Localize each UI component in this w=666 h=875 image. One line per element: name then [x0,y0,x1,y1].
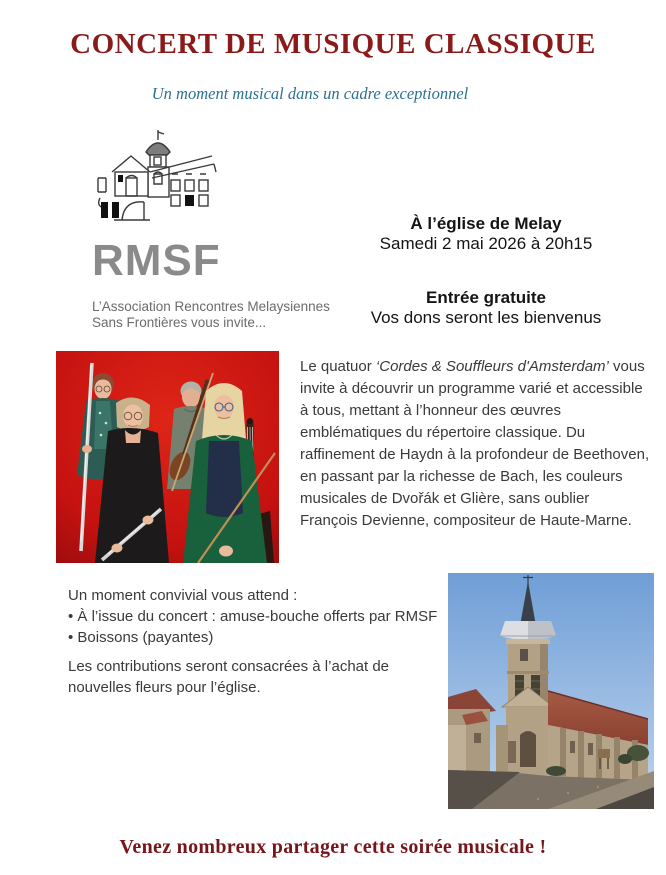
quartet-photo [56,351,279,563]
event-admission: Entrée gratuite [426,288,546,307]
rmsf-logo-text: RMSF [92,236,221,285]
association-caption [92,299,332,330]
church-photo [448,573,654,809]
association-caption-line2: Sans Frontières vous invite... [92,314,267,330]
contributions-note: Les contributions seront consacrées à l’achat de nouvelles fleurs pour l’église. [68,658,390,696]
rmsf-village-logo-drawing [94,128,219,241]
convivial-heading: Un moment convivial vous attend : [68,587,298,604]
ensemble-name: ‘Cordes & Souffleurs d'Amsterdam’ [375,358,609,375]
closing-line: Venez nombreux partager cette soirée musicale ! [119,836,547,858]
event-info-block [340,214,632,328]
convivial-block [68,585,466,698]
page-title: CONCERT DE MUSIQUE CLASSIQUE [70,28,596,60]
association-logo-block [92,128,332,330]
event-datetime: Samedi 2 mai 2026 à 20h15 [379,234,593,253]
concert-description [300,356,650,532]
association-caption-line1: L’Association Rencontres Melaysiennes [92,299,330,314]
page-subtitle: Un moment musical dans un cadre exceptionnel [151,84,469,103]
event-location: À l’église de Melay [410,214,562,233]
church-photo-image [448,573,654,809]
event-donations: Vos dons seront les bienvenus [370,308,602,327]
convivial-bullet-2: • Boissons (payantes) [68,629,214,646]
description-body: vous invite à découvrir un programme varié et accessible à tous, mettant à l’honneur des œuvres emblématiques du répertoire classique. Du raffinement de Haydn à la profondeur de Beethoven, en passant par la richesse de Bach, les couleurs musicales de Dvořák et Glière, sans oublier François Devienne, compositeur de Haute-Marne. [300,358,650,529]
quartet-photo-image [56,351,279,563]
convivial-bullet-1: • À l’issue du concert : amuse-bouche offerts par RMSF [68,608,438,625]
description-prefix: Le quatuor [300,358,376,375]
